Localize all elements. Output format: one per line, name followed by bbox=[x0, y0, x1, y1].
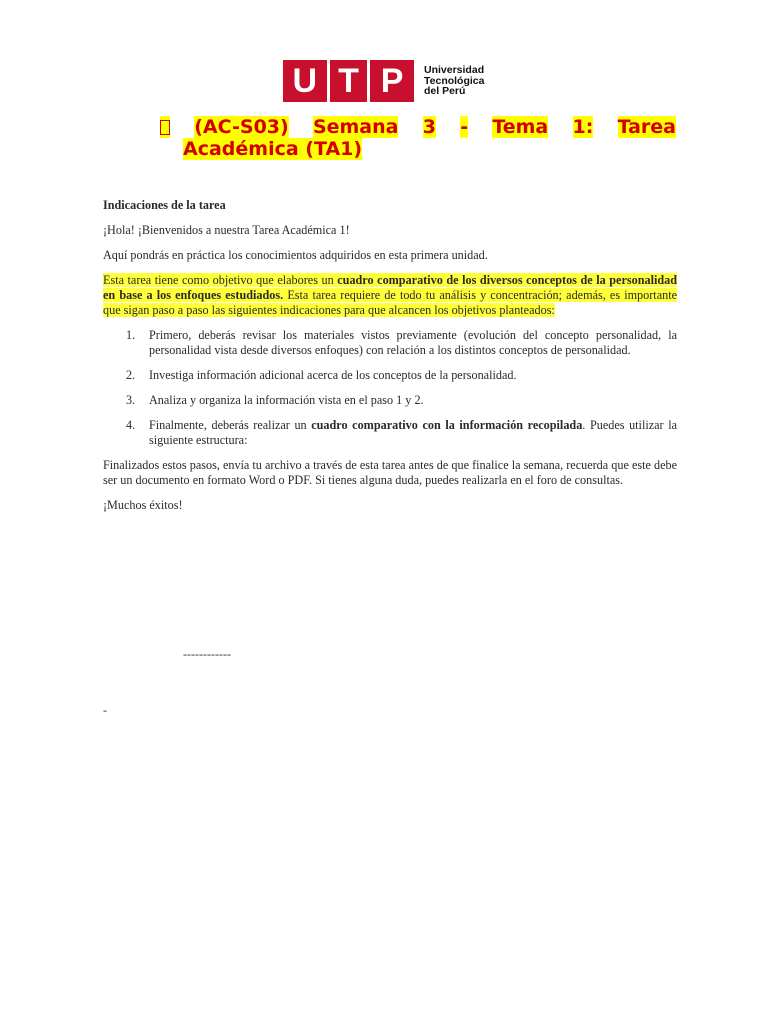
logo-line: Tecnológica bbox=[424, 74, 485, 87]
logo-letter-u: U bbox=[292, 62, 318, 100]
step-number: 2. bbox=[126, 368, 136, 382]
farewell: ¡Muchos éxitos! bbox=[103, 498, 183, 512]
objective-bold: cuadro comparativo de los diversos conceptos de la personalidad en base a los enfoques estudiados. bbox=[103, 273, 677, 302]
list-item bbox=[103, 368, 677, 383]
logo-wordmark bbox=[424, 65, 484, 97]
objective-paragraph bbox=[103, 273, 677, 318]
objective-post: Esta tarea requiere de todo tu análisis y concentración; además, es importante que sigan paso a paso las siguientes indicaciones para que alcancen los objetivos planteados: bbox=[103, 288, 677, 317]
list-item bbox=[103, 418, 677, 448]
step-text: Primero, deberás revisar los materiales vistos previamente (evolución del concepto personalidad, la personalidad vista desde diversos enfoques) con relación a los distintos conceptos de personalidad. bbox=[149, 328, 677, 357]
title-line-1 bbox=[160, 116, 676, 138]
list-item bbox=[103, 393, 677, 408]
step-text: Investiga información adicional acerca de los conceptos de la personalidad. bbox=[149, 368, 517, 382]
logo-letter-p: P bbox=[380, 62, 404, 100]
logo-block bbox=[283, 60, 414, 102]
step-text-pre: Finalmente, deberás realizar un bbox=[149, 418, 312, 432]
section-heading: Indicaciones de la tarea bbox=[103, 198, 226, 212]
title-line-2 bbox=[160, 138, 676, 160]
title-word: Tema bbox=[492, 116, 549, 138]
greeting: ¡Hola! ¡Bienvenidos a nuestra Tarea Académica 1! bbox=[103, 223, 350, 237]
title-word: 3 bbox=[422, 116, 436, 138]
list-item bbox=[103, 328, 677, 358]
step-number: 4. bbox=[126, 418, 136, 432]
intro-paragraph: Aquí pondrás en práctica los conocimientos adquiridos en esta primera unidad. bbox=[103, 248, 488, 262]
page-title bbox=[160, 116, 676, 160]
step-number: 1. bbox=[126, 328, 136, 342]
steps-list bbox=[103, 328, 677, 448]
logo-line: Universidad bbox=[424, 64, 485, 77]
logo-line: del Perú bbox=[424, 85, 466, 98]
title-word: Tarea bbox=[617, 116, 676, 138]
step-text: Analiza y organiza la información vista en el paso 1 y 2. bbox=[149, 393, 424, 407]
task-body bbox=[103, 198, 677, 523]
dash-separator: ------------ bbox=[183, 647, 231, 661]
step-text-post: . Puedes utilizar la siguiente estructura: bbox=[149, 418, 677, 447]
bullet-square-icon bbox=[160, 116, 170, 138]
lone-dash: - bbox=[103, 703, 107, 717]
title-word: Semana bbox=[312, 116, 399, 138]
utp-logo bbox=[283, 60, 484, 102]
step-text-bold: cuadro comparativo con la información recopilada bbox=[311, 418, 583, 432]
logo-letter-t: T bbox=[327, 60, 370, 102]
title-word: (AC-S03) bbox=[194, 116, 289, 138]
title-word: - bbox=[460, 116, 469, 138]
step-number: 3. bbox=[126, 393, 136, 407]
title-line-2-text: Académica (TA1) bbox=[183, 138, 363, 160]
closing-paragraph: Finalizados estos pasos, envía tu archivo a través de esta tarea antes de que finalice la semana, recuerda que este debe ser un documento en formato Word o PDF. Si tienes alguna duda, puedes realizarla en el foro de consultas. bbox=[103, 458, 677, 487]
objective-pre: Esta tarea tiene como objetivo que elabores un bbox=[103, 273, 338, 287]
title-word: 1: bbox=[572, 116, 594, 138]
